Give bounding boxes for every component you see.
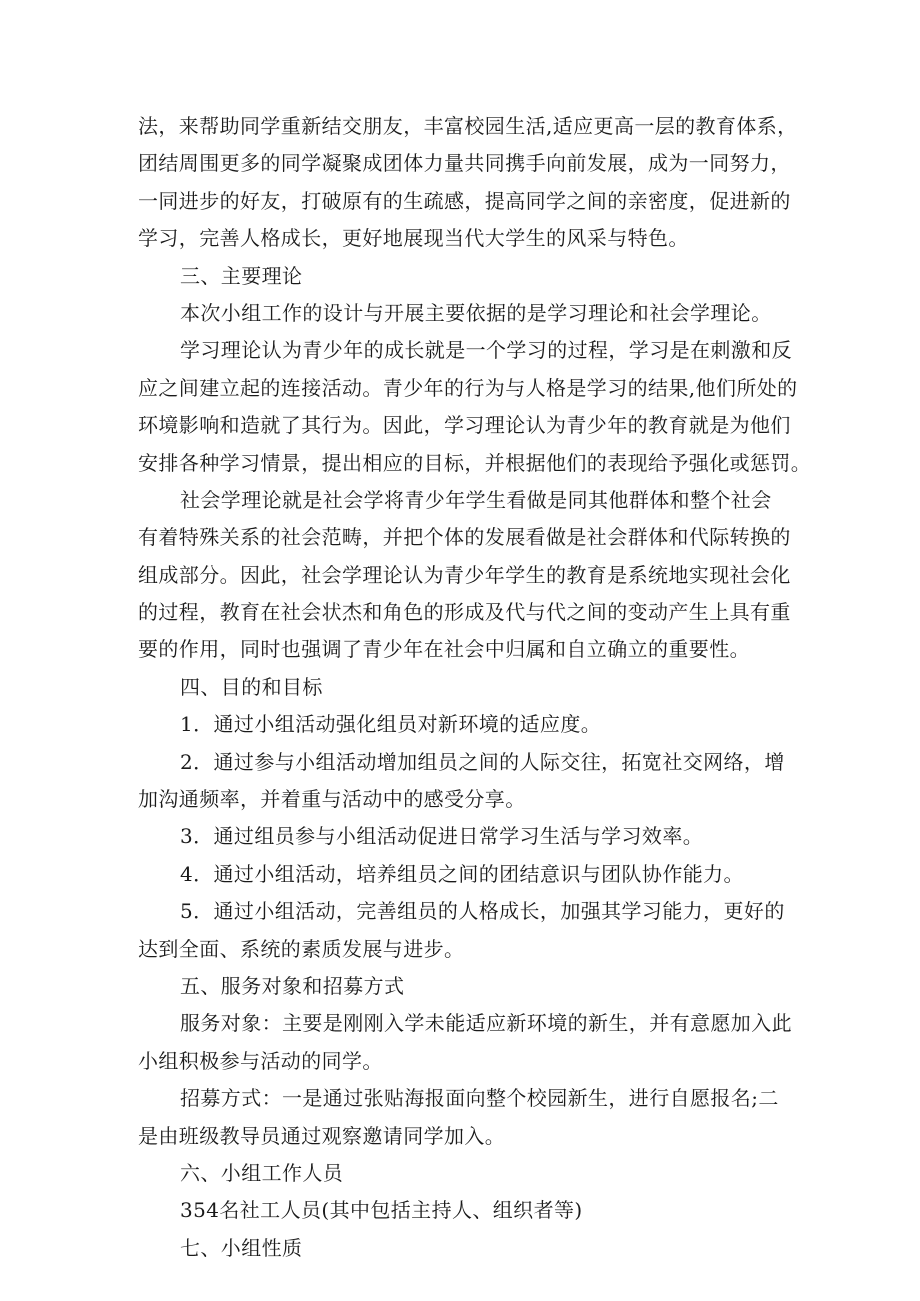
text-line: 达到全面、系统的素质发展与进步。 (138, 936, 465, 961)
text-line: 学习，完善人格成长，更好地展现当代大学生的风采与特色。 (138, 226, 689, 251)
text-line: 四、目的和目标 (180, 674, 323, 699)
document-body (138, 108, 812, 1267)
text-line: 4．通过小组活动，培养组员之间的团结意识与团队协作能力。 (180, 861, 744, 886)
text-line: 要的作用，同时也强调了青少年在社会中归属和自立确立的重要性。 (138, 637, 750, 662)
text-line: 小组积极参与活动的同学。 (138, 1048, 383, 1073)
text-line: 1．通过小组活动强化组员对新环境的适应度。 (180, 712, 602, 737)
text-line: 招募方式：一是通过张贴海报面向整个校园新生，进行自愿报名;二 (180, 1086, 779, 1111)
text-line: 2．通过参与小组活动增加组员之间的人际交往，拓宽社交网络，增 (180, 749, 785, 774)
text-line: 的过程，教育在社会状杰和角色的形成及代与代之间的变动产生上具有重 (138, 600, 791, 625)
text-line: 六、小组工作人员 (180, 1160, 344, 1185)
text-line: 安排各种学习情景，提出相应的目标，并根据他们的表现给予强化或惩罚。 (138, 450, 812, 475)
text-line: 3．通过组员参与小组活动促进日常学习生活与学习效率。 (180, 824, 704, 849)
text-line: 环境影响和造就了其行为。因此，学习理论认为青少年的教育就是为他们 (138, 413, 791, 438)
text-line: 学习理论认为青少年的成长就是一个学习的过程，学习是在刺激和反 (180, 338, 792, 363)
text-line: 5．通过小组活动，完善组员的人格成长，加强其学习能力，更好的 (180, 899, 785, 924)
text-line: 法，来帮助同学重新结交朋友，丰富校园生活,适应更高一层的教育体系， (138, 114, 798, 138)
text-line: 五、服务对象和招募方式 (180, 973, 405, 998)
text-line: 七、小组性质 (180, 1235, 303, 1260)
text-line: 团结周围更多的同学凝聚成团体力量共同携手向前发展，成为一同努力， (138, 151, 791, 176)
text-line: 组成部分。因此，社会学理论认为青少年学生的教育是系统地实现社会化 (138, 562, 791, 587)
text-line: 三、主要理论 (180, 263, 303, 288)
text-line: 有着特殊关系的社会范畴，并把个体的发展看做是社会群体和代际转换的 (138, 525, 791, 550)
text-line: 一同进步的好友，打破原有的生疏感，提高同学之间的亲密度，促进新的 (138, 188, 791, 213)
text-line: 应之间建立起的连接活动。青少年的行为与人格是学习的结果,他们所处的 (138, 375, 798, 400)
text-line: 354名社工人员(其中包括主持人、组织者等) (180, 1198, 583, 1223)
text-line: 社会学理论就是社会学将青少年学生看做是同其他群体和整个社会 (180, 487, 772, 512)
text-line: 服务对象：主要是刚刚入学未能适应新环境的新生，并有意愿加入此 (180, 1011, 792, 1036)
text-line: 本次小组工作的设计与开展主要依据的是学习理论和社会学理论。 (180, 300, 772, 325)
text-line: 加沟通频率，并着重与活动中的感受分享。 (138, 787, 526, 812)
text-line: 是由班级教导员通过观察邀请同学加入。 (138, 1123, 506, 1148)
